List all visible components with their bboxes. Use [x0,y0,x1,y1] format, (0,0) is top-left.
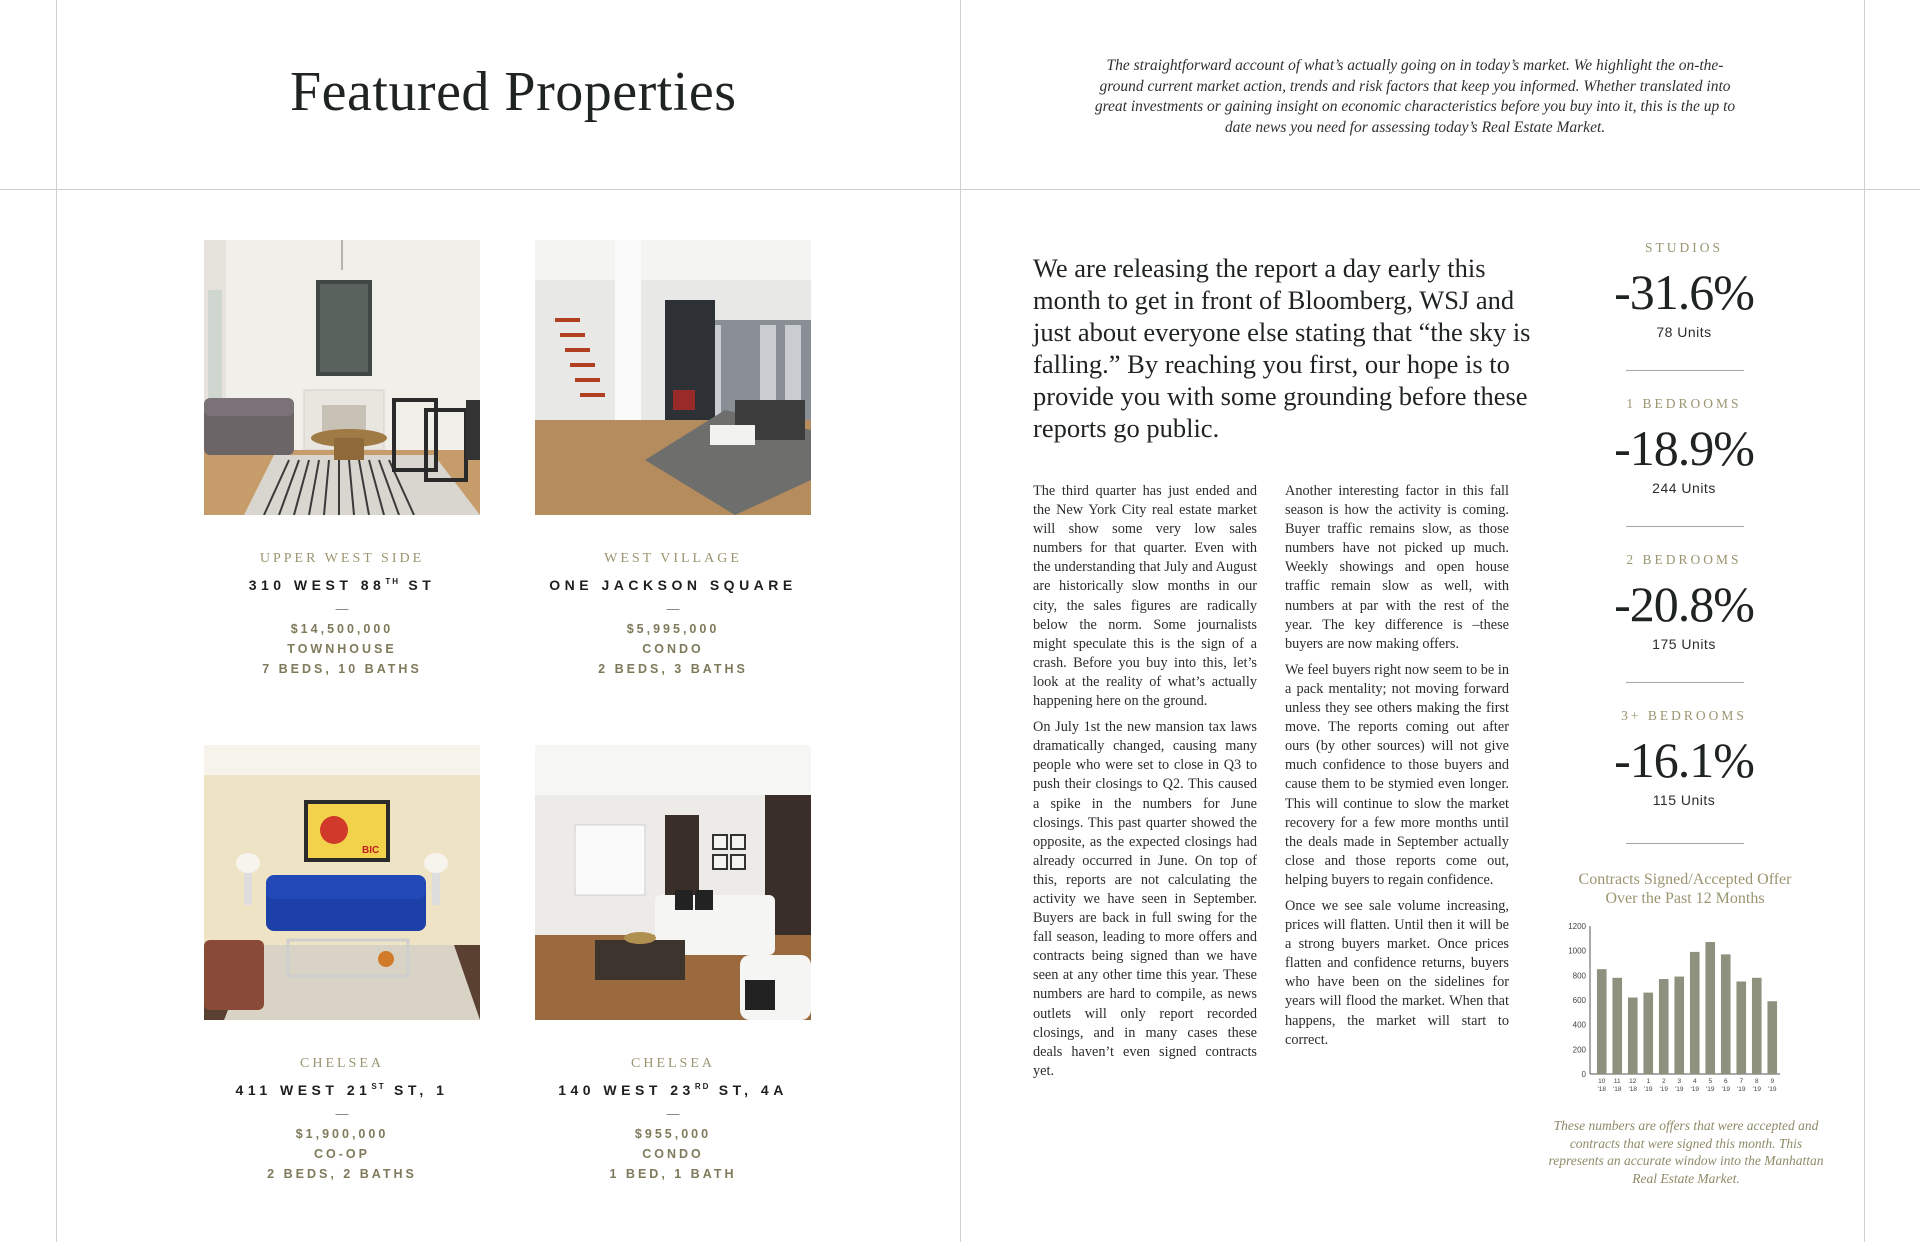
property-neighborhood: UPPER WEST SIDE [259,551,425,566]
property-price: $955,000 [634,1127,712,1141]
x-tick-month: 8 [1754,1078,1759,1085]
chart-bar [1736,982,1746,1075]
page-spine [960,0,961,1242]
article-paragraph: Once we see sale volume increasing, prices will flatten. Until then it will be a strong buyers market. Once prices flatten and confidence returns, buyers who have been on the sidelines for years will flood the market. When that happens, the market will start to correct. [1285,897,1509,1048]
property-type: CO-OP [314,1147,370,1161]
stat-value: -20.8% [1614,576,1754,632]
chart-bar [1752,978,1762,1074]
property-beds-baths: 7 BEDS, 10 BATHS [262,662,422,676]
page-edge-left [56,0,57,1242]
property-beds-baths: 2 BEDS, 3 BATHS [598,662,748,676]
stat-1-bedrooms [1600,396,1768,496]
property-neighborhood: CHELSEA [631,1056,715,1071]
y-tick-label: 800 [1572,971,1586,981]
chart-bar [1721,954,1731,1074]
divider-dash: — [335,1106,349,1121]
page-edge-right [1864,0,1865,1242]
x-tick-year: '18 [1613,1086,1622,1093]
y-tick-label: 1200 [1568,922,1586,931]
chart-bar [1674,977,1684,1074]
x-tick-month: 10 [1598,1078,1606,1085]
property-photo-living-room [204,240,480,515]
chart-bar [1659,979,1669,1074]
stat-value: -18.9% [1614,420,1754,476]
chart-bar [1643,993,1653,1074]
x-tick-month: 5 [1708,1078,1713,1085]
article-column-2 [1285,482,1509,1057]
x-tick-month: 2 [1661,1078,1666,1085]
stat-value: -16.1% [1614,732,1754,788]
property-price: $14,500,000 [290,622,394,636]
property-price: $5,995,000 [626,622,720,636]
x-tick-year: '19 [1768,1086,1777,1093]
chart-bar [1597,969,1607,1074]
stat-3-plus-bedrooms [1600,708,1768,808]
property-type: CONDO [642,642,704,656]
x-tick-month: 4 [1692,1078,1697,1085]
y-tick-label: 1000 [1568,946,1586,956]
divider-dash: — [335,601,349,616]
property-address: 310 WEST 88TH ST [248,577,436,593]
stat-label: 2 BEDROOMS [1626,552,1742,567]
x-tick-month: 9 [1770,1078,1775,1085]
y-tick-label: 200 [1572,1045,1586,1055]
page-title: Featured Properties [290,61,737,123]
stat-2-bedrooms [1600,552,1768,652]
x-tick-month: 12 [1629,1078,1637,1085]
stat-units: 78 Units [1656,324,1712,340]
stat-divider [1626,526,1744,527]
divider-dash: — [666,601,680,616]
article-lede: We are releasing the report a day early this month to get in front of Bloomberg, WSJ and just about everyone else stating that “the sky is falling.” By reaching you first, our hope is to provide you with some grounding before these reports go public. [1033,253,1531,443]
property-address: 140 WEST 23RD ST, 4A [558,1082,788,1098]
stat-divider [1626,843,1744,844]
x-tick-year: '18 [1628,1086,1637,1093]
property-address: 411 WEST 21ST ST, 1 [235,1082,449,1098]
property-card[interactable] [204,745,480,1181]
x-tick-year: '19 [1644,1086,1653,1093]
x-tick-month: 1 [1646,1078,1651,1085]
x-tick-year: '19 [1690,1086,1699,1093]
property-photo-white-sofa [535,745,811,1020]
article-column-1 [1033,482,1257,1088]
x-tick-year: '19 [1706,1086,1715,1093]
property-beds-baths: 2 BEDS, 2 BATHS [267,1167,417,1181]
stat-divider [1626,682,1744,683]
x-tick-month: 11 [1613,1078,1621,1085]
property-neighborhood: CHELSEA [300,1056,384,1071]
stat-label: STUDIOS [1644,240,1723,255]
contracts-bar-chart [1555,916,1795,1096]
y-tick-label: 600 [1572,996,1586,1005]
header-rule [0,189,1920,190]
property-card[interactable] [535,745,811,1181]
property-address: ONE JACKSON SQUARE [549,577,797,593]
property-type: TOWNHOUSE [287,642,397,656]
x-tick-year: '19 [1752,1086,1761,1093]
chart-bar [1705,942,1715,1074]
x-tick-year: '19 [1675,1086,1684,1093]
property-card[interactable] [535,240,811,676]
y-tick-label: 400 [1572,1020,1586,1030]
article-paragraph: On July 1st the new mansion tax laws dramatically changed, causing many people who were set to close in Q3 to push their closings to Q2. This caused a spike in the numbers for June closings. This past quarter showed the opposite, as the expected closings had already occurred in June. On top of this, reports are not calculating the activity we have seen in September. Buyers are back in full swing for the fall season, leading to more offers and contracts being signed than we have seen at any other time this year. These numbers are hard to compile, as news outlets will only report recorded closings, and in many cases these deals haven’t even signed contracts yet. [1033,719,1257,1079]
x-tick-year: '19 [1721,1086,1730,1093]
stat-units: 175 Units [1652,636,1716,652]
x-tick-year: '19 [1737,1086,1746,1093]
x-tick-month: 7 [1739,1078,1744,1085]
x-tick-month: 6 [1723,1078,1728,1085]
stat-units: 244 Units [1652,480,1716,496]
stat-units: 115 Units [1652,792,1716,808]
stat-label: 1 BEDROOMS [1626,396,1742,411]
stat-value: -31.6% [1614,264,1754,320]
property-beds-baths: 1 BED, 1 BATH [609,1167,737,1181]
property-photo-loft [535,240,811,515]
property-price: $1,900,000 [295,1127,389,1141]
chart-bar [1612,978,1622,1074]
article-paragraph: The third quarter has just ended and the New York City real estate market will show some very low sales numbers for that quarter. Even with the understanding that July and August are historically slow months in our city, the sales figures are radically below the norm. Some journalists might speculate this is the sign of a crash. Before you buy into this, let’s look at the reality of what’s actually happening here on the ground. [1033,483,1257,710]
intro-text: The straightforward account of what’s actually going on in today’s market. We highlight the on-the-ground current market action, trends and risk factors that keep you informed. Whether translated into great investments or gaining insight on economic characteristics before you buy into it, this is the up to date news you need for assessing today’s Real Estate Market. [1094,57,1736,136]
article-paragraph: We feel buyers right now seem to be in a pack mentality; not moving forward unless they see others making the first move. The reports coming out after ours (by other sources) will not give much confidence to those buyers and cause them to be stymied even longer. This will continue to slow the market recovery for a few more months until the deals made in September actually close and those reports come out, helping buyers to regain confidence. [1285,661,1509,888]
stat-studios [1600,240,1768,340]
property-card[interactable] [204,240,480,676]
chart-title: Contracts Signed/Accepted Offer Over the Past 12 Months [1578,871,1792,907]
chart-bar [1628,998,1638,1074]
x-tick-year: '18 [1597,1086,1606,1093]
chart-bar [1690,952,1700,1074]
article-paragraph: Another interesting factor in this fall season is how the activity is coming. Buyer traffic remains slow, as those numbers have not picked up much. Weekly showings and open house traffic remain slow as well, with numbers at par with the rest of the year. The key difference is –these buyers are now making offers. [1285,483,1509,652]
property-photo-blue-sofa [204,745,480,1020]
stat-divider [1626,370,1744,371]
x-tick-month: 3 [1677,1078,1682,1085]
property-type: CONDO [642,1147,704,1161]
y-tick-label: 0 [1581,1070,1586,1079]
stat-label: 3+ BEDROOMS [1621,708,1747,723]
poster-text: BIC [362,845,380,856]
divider-dash: — [666,1106,680,1121]
chart-note: These numbers are offers that were accepted and contracts that were signed this month. This represents an accurate window into the Manhattan Real Estate Market. [1548,1118,1824,1186]
chart-bar [1767,1001,1777,1074]
property-neighborhood: WEST VILLAGE [604,551,742,566]
x-tick-year: '19 [1659,1086,1668,1093]
